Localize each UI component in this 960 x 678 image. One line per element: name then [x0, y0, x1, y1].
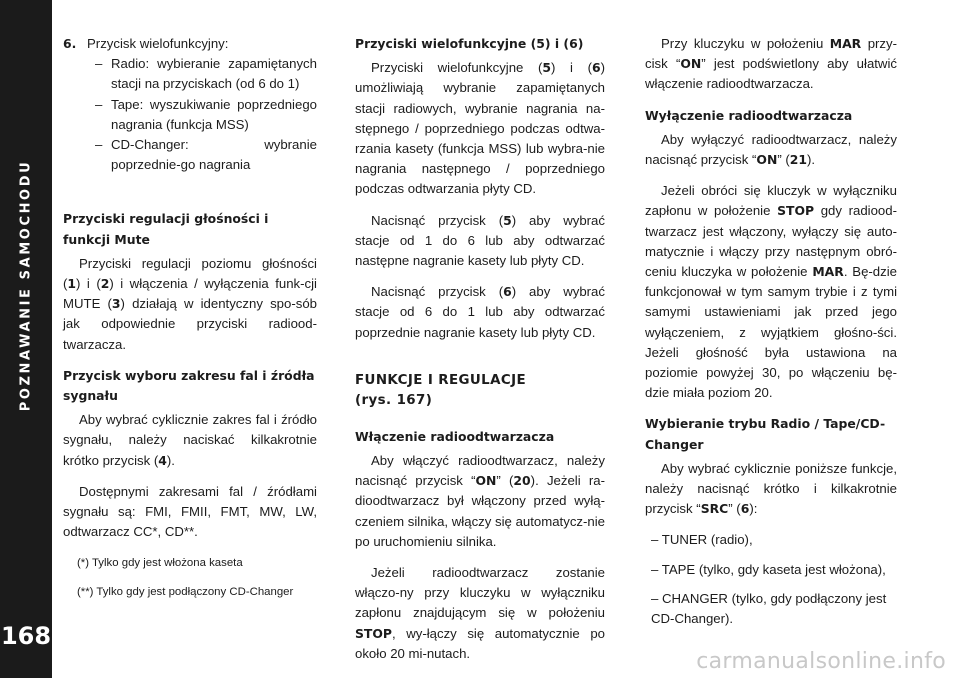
heading-band: Przycisk wyboru zakresu fal i źródła sygnału	[63, 367, 315, 404]
page-number: 168	[0, 622, 52, 650]
paragraph-radio-off: Aby wyłączyć radioodtwarzacz, należy nacisnąć przycisk “ON” (21).	[645, 131, 897, 168]
column-2	[355, 34, 605, 675]
heading-mode: Wybieranie trybu Radio / Tape/CD-Changer	[645, 416, 886, 452]
mode-item: – TUNER (radio),	[651, 532, 753, 548]
watermark: carmanualsonline.info	[696, 649, 946, 674]
paragraph-bands: Dostępnymi zakresami fal / źródłami sygnału są: FMI, FMII, FMT, MW, LW, odtwarzacz CC*, CD**.	[63, 483, 317, 540]
paragraph-stop: Jeżeli radioodtwarzacz zostanie włączo-ny przy kluczyku w wyłączniku zapłonu znajdującym się w położeniu STOP, wy-łączy się automatycznie po około 20 mi-nutach.	[355, 565, 605, 661]
footnote-1: (*) Tylko gdy jest włożona kaseta	[77, 557, 243, 570]
item-6	[63, 34, 317, 175]
paragraph-volume: Przyciski regulacji poziomu głośności (1) i (2) i włączenia / wyłączenia funk-cji MUTE (3) działają w identyczny spo-sób jak odpowiednie przyciski radiood-twarzacza.	[63, 255, 317, 352]
column-3	[645, 34, 897, 638]
paragraph-press-6: Nacisnąć przycisk (6) aby wybrać stacje od 6 do 1 lub aby odtwarzać poprzednie nagranie kasety lub płyty CD.	[355, 284, 605, 340]
side-bar	[0, 0, 52, 678]
list-item: – Tape: wyszukiwanie poprzedniego nagrania (funkcja MSS)	[95, 96, 317, 132]
paragraph-multifunction: Przyciski wielofunkcyjne (5) i (6) umożliwiają wybranie zapamiętanych stacji radiowych, wybranie nagrania na-stępnego / poprzedniego podczas odtwa-rzania kasety (funkcja MSS) lub wybra-nie nagrania następnego / poprzedniego podczas odtwarzania płyty CD.	[355, 60, 606, 197]
paragraph-mode: Aby wybrać cyklicznie poniższe funkcje, należy nacisnąć krótko i kilkakrotnie przycisk “SRC” (6):	[645, 460, 897, 517]
item-number: 6.	[63, 36, 77, 51]
section-title: POZNAWANIE SAMOCHODU	[18, 159, 34, 411]
paragraph-band: Aby wybrać cyklicznie zakres fal i źródło sygnału, należy naciskać kilkakrotnie krótko przycisk (4).	[63, 412, 317, 468]
mode-item: – TAPE (tylko, gdy kaseta jest włożona),	[651, 561, 886, 577]
list-item: – CD-Changer: wybranie poprzednie-go nagrania	[95, 137, 317, 173]
item-6-list	[95, 54, 317, 175]
paragraph-press-5: Nacisnąć przycisk (5) aby wybrać stacje od 1 do 6 lub aby odtwarzać następne nagranie kasety lub płyty CD.	[355, 212, 605, 269]
footnote-2: (**) Tylko gdy jest podłączony CD-Changer	[77, 585, 294, 598]
heading-functions: FUNKCJE I REGULACJE (rys. 167)	[355, 372, 527, 408]
paragraph-radio-on: Aby włączyć radioodtwarzacz, należy nacisnąć przycisk “ON” (20). Jeżeli ra-dioodtwarzacz był włączony przed wyłą-czeniem silnika, włączy się automatycz-nie po uruchomieniu silnika.	[355, 453, 605, 549]
mode-item: – CHANGER (tylko, gdy podłączony jest CD-Changer).	[651, 590, 887, 627]
heading-multifunction: Przyciski wielofunkcyjne (5) i (6)	[355, 36, 584, 51]
heading-radio-on: Włączenie radioodtwarzacza	[355, 428, 555, 444]
column-1	[63, 34, 317, 610]
section-title-container	[0, 40, 52, 530]
paragraph-key: Jeżeli obróci się kluczyk w wyłączniku zapłonu w położenie STOP gdy radiood-twarzacz jest włączony, wyłączy się auto-matycznie i włączy przy następnym obró-ceniu kluczyka w położenie MAR. Bę-dzie funkcjonował w tym samym trybie i z tymi samymi ustawieniami jak przed jego wyłączeniem, z wyjątkiem głośno-ści. Jeżeli głośność była ustawiona na poziomie powyżej 30, po włączeniu bę-dzie miała poziom 20.	[645, 183, 898, 401]
heading-radio-off: Wyłączenie radioodtwarzacza	[645, 107, 853, 123]
item-6-title: Przycisk wielofunkcyjny:	[87, 36, 229, 51]
list-item: – Radio: wybieranie zapamiętanych stacji na przyciskach (od 6 do 1)	[95, 56, 317, 92]
heading-volume: Przyciski regulacji głośności i funkcji Mute	[63, 211, 269, 247]
paragraph-mar: Przy kluczyku w położeniu MAR przy-cisk “ON” jest podświetlony aby ułatwić włączenie radioodtwarzacza.	[645, 36, 897, 92]
